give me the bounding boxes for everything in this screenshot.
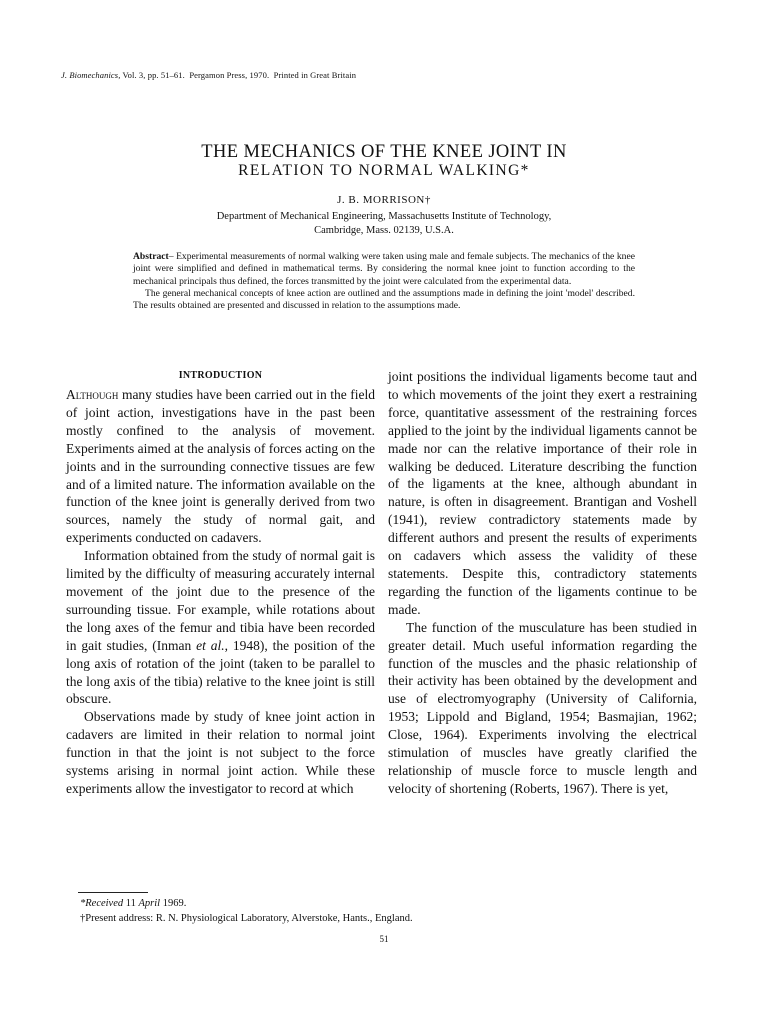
- abstract: [133, 251, 635, 312]
- abstract-paragraph-1: [133, 251, 635, 288]
- right-column: [388, 368, 697, 798]
- body-paragraph-3-start: Observations made by study of knee joint action in cadavers are limited in their relation to normal joint function in that the joint is not subject to the force systems arising in normal joint action. While these experiments allow the investigator to record at which: [66, 709, 375, 796]
- body-paragraph-2-b: , 1948), the position of the long axis of rotation of the joint (taken to be parallel to the long axis of the tibia) relative to the knee joint is still obscure.: [66, 637, 375, 707]
- received-label: *Received: [80, 898, 124, 909]
- body-paragraph-4: The function of the musculature has been studied in greater detail. Much useful information regarding the function of the muscles and the phasic relationship of their activity has been obtained by the development and use of electromyography (University of California, 1953; Lippold and Bigland, 1954; Basmajian, 1962; Close, 1964). Experiments involving the electrical stimulation of muscles have greatly clarified the relationship of muscle force to muscle length and velocity of shortening (Roberts, 1967). There is yet,: [388, 619, 697, 796]
- footnote-rule: [78, 892, 148, 893]
- paper-subtitle: RELATION TO NORMAL WALKING*: [238, 162, 530, 179]
- received-day: 11: [123, 898, 139, 909]
- affiliation-line-1: Department of Mechanical Engineering, Massachusetts Institute of Technology,: [216, 211, 552, 222]
- footnote-received: [80, 897, 413, 912]
- journal-publisher: Pergamon Press, 1970.: [189, 70, 270, 80]
- et-al: et al.: [196, 637, 225, 653]
- abstract-text-1: – Experimental measurements of normal walking were taken using male and female subjects. The mechanics of the knee joint were simplified and defined in mathematical terms. By considering the normal knee joint to function according to the mechanical principals thus defined, the forces transmitted by the joint were calculated from the experimental data.: [133, 251, 635, 287]
- affiliation-line-2: Cambridge, Mass. 02139, U.S.A.: [314, 224, 454, 236]
- author: J. B. MORRISON†: [337, 194, 431, 206]
- lead-word: Although: [66, 387, 119, 402]
- journal-printed: Printed in Great Britain: [273, 70, 357, 80]
- paper-title: THE MECHANICS OF THE KNEE JOINT IN: [201, 142, 567, 162]
- footnotes: [80, 897, 413, 926]
- abstract-label: Abstract: [133, 251, 169, 262]
- journal-citation: Vol. 3, pp. 51–61.: [122, 70, 185, 80]
- journal-name: J. Biomechanics,: [61, 70, 121, 80]
- body-paragraph-2-a: Information obtained from the study of normal gait is limited by the difficulty of measuring accurately internal movement of the joint due to the presence of the surrounding tissue. For example, while rotations about the long axes of the femur and tibia have been recorded in gait studies, (Inman: [66, 548, 375, 653]
- journal-header: [61, 70, 356, 80]
- body-paragraph-1: [66, 386, 375, 547]
- footnote-address: †Present address: R. N. Physiological Laboratory, Alverstoke, Hants., England.: [80, 912, 413, 924]
- left-column: [66, 368, 375, 798]
- page-number: 51: [379, 934, 389, 944]
- body-paragraph-1-text: many studies have been carried out in the field of joint action, investigations have in the past been mostly confined to the analysis of movement. Experiments aimed at the analysis of forces acting on the joints and in the surrounding connective tissues are few and of a limited nature. The information available on the function of the knee joint is generally derived from two sources, namely the study of normal gait, and experiments conducted on cadavers.: [66, 387, 375, 546]
- body-paragraph-2: [66, 547, 375, 708]
- affiliation: [0, 210, 768, 237]
- received-year: 1969.: [160, 898, 187, 909]
- received-month: April: [138, 898, 161, 909]
- body-paragraph-3-continued: joint positions the individual ligaments become taut and to which movements of the joint they exert a restraining force, quantitative assessment of the restraining forces applied to the joint by the individual ligaments cannot be made nor can the relative importance of their role in walking be deduced. Literature describing the function of the ligaments at the knee, although abundant in nature, is often in disagreement. Brantigan and Voshell (1941), review contradictory statements made by different authors and present the results of experiments on cadavers which assess the validity of these statements. Despite this, contradictory statements regarding the function of the ligaments continue to be made.: [388, 369, 697, 617]
- section-heading: INTRODUCTION: [178, 370, 263, 381]
- abstract-paragraph-2: The general mechanical concepts of knee action are outlined and the assumptions made in defining the joint 'model' described. The results obtained are presented and discussed in relation to the assumptions made.: [133, 287, 635, 312]
